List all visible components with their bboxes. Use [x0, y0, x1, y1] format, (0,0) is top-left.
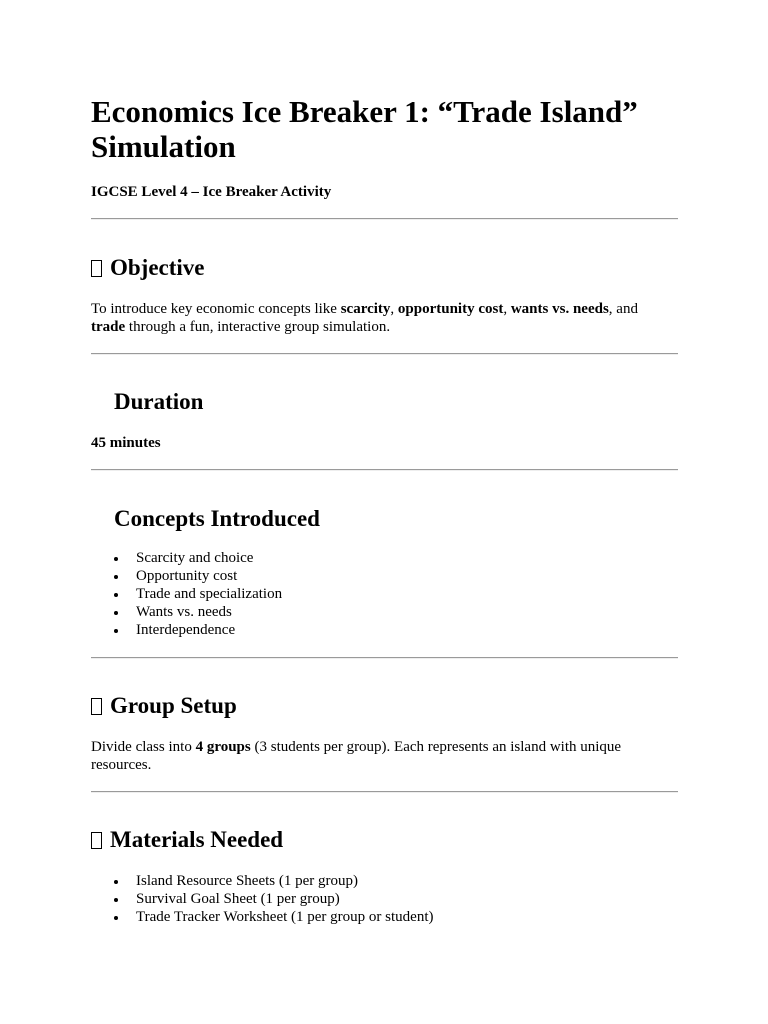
list-item: Opportunity cost: [91, 567, 678, 585]
divider: [91, 218, 678, 220]
group-setup-line-2: resources.: [91, 757, 152, 773]
duration-value: 45 minutes: [91, 435, 161, 451]
document-title: [91, 94, 638, 164]
group-setup-text: Divide class into: [91, 739, 196, 755]
objective-text: To introduce key economic concepts like: [91, 301, 341, 317]
group-setup-line-1: [91, 738, 678, 756]
objective-text: through a fun, interactive group simulation.: [125, 319, 391, 335]
group-setup-heading-text: Group Setup: [110, 693, 237, 718]
group-setup-text: (3 students per group). Each represents an island with unique: [250, 739, 622, 755]
term-scarcity: scarcity: [340, 301, 391, 317]
objective-heading-text: Objective: [110, 255, 205, 280]
materials-list: [91, 872, 678, 926]
group-icon: [91, 698, 102, 715]
objective-paragraph: [91, 300, 678, 336]
title-line-1: Economics Ice Breaker 1: “Trade Island”: [91, 94, 638, 129]
duration-heading-text: Duration: [114, 389, 204, 414]
divider: [91, 469, 678, 471]
group-count: 4 groups: [195, 739, 251, 755]
group-setup-heading: [91, 692, 237, 720]
duration-heading: [91, 388, 203, 416]
materials-heading-text: Materials Needed: [110, 827, 284, 852]
list-item: Island Resource Sheets (1 per group): [91, 872, 678, 890]
objective-heading: [91, 254, 205, 282]
list-item: Interdependence: [91, 621, 678, 639]
concepts-heading: [91, 505, 320, 533]
list-item: Wants vs. needs: [91, 603, 678, 621]
objective-line-2: [91, 318, 678, 336]
separator: ,: [390, 301, 398, 317]
materials-icon: [91, 832, 102, 849]
concepts-list: [91, 549, 678, 639]
title-line-2: Simulation: [91, 129, 236, 164]
list-item: Trade and specialization: [91, 585, 678, 603]
list-item: Scarcity and choice: [91, 549, 678, 567]
materials-heading: [91, 826, 283, 854]
separator: , and: [608, 301, 638, 317]
list-item: Survival Goal Sheet (1 per group): [91, 890, 678, 908]
term-opportunity-cost: opportunity cost: [397, 301, 504, 317]
term-trade: trade: [91, 319, 126, 335]
term-wants-needs: wants vs. needs: [510, 301, 609, 317]
concepts-heading-text: Concepts Introduced: [114, 506, 320, 531]
document-subtitle: IGCSE Level 4 – Ice Breaker Activity: [91, 184, 332, 200]
divider: [91, 353, 678, 355]
objective-line-1: [91, 300, 678, 318]
group-setup-paragraph: [91, 738, 678, 774]
target-icon: [91, 260, 102, 277]
separator: ,: [503, 301, 511, 317]
divider: [91, 791, 678, 793]
list-item: Trade Tracker Worksheet (1 per group or student): [91, 908, 678, 926]
divider: [91, 657, 678, 659]
